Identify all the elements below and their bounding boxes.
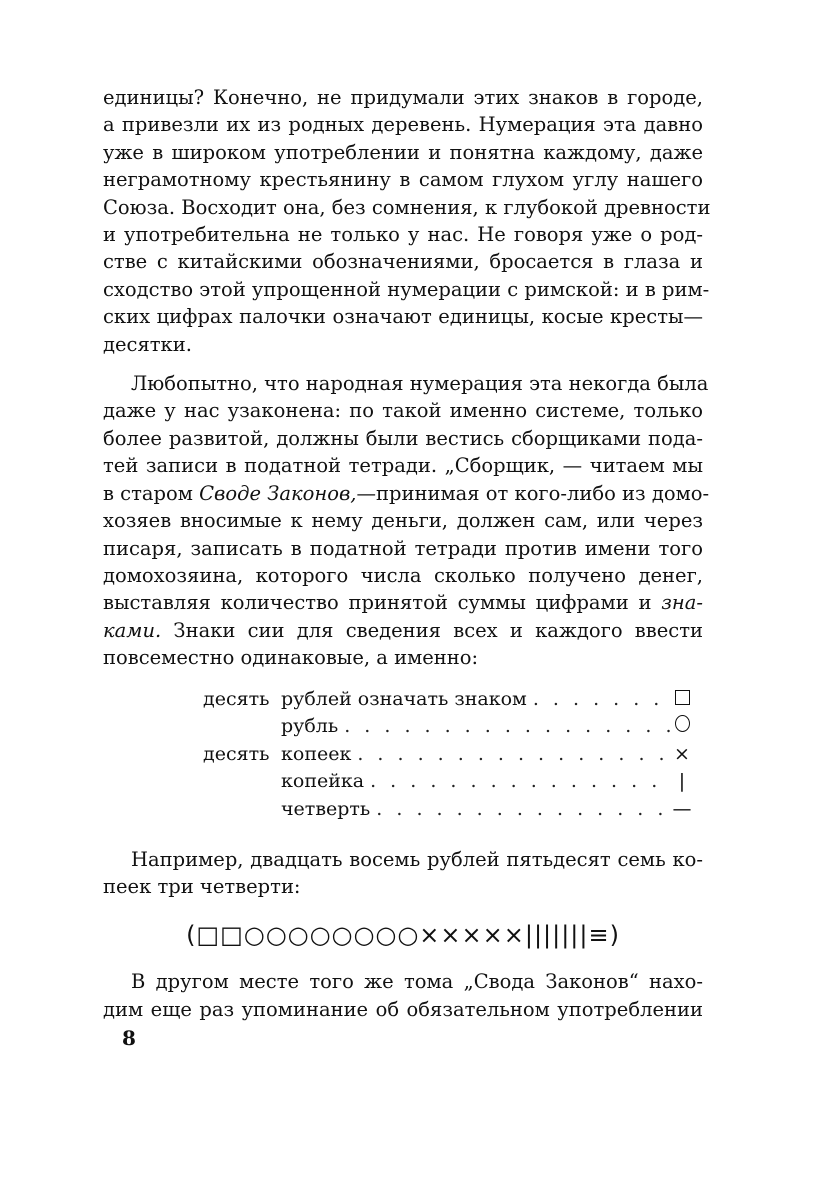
text-line: более развитой, должны были вестись сборщиками пода- (103, 426, 703, 450)
page-body (103, 84, 711, 1023)
text-fragment: Знаки сии для сведения всех и каждого ввести (161, 618, 703, 642)
text-fragment: —принимая от кого-либо из домо- (356, 481, 710, 505)
page-number: 8 (122, 1026, 136, 1050)
paragraph-2 (103, 370, 710, 671)
legend-label: четверть (281, 797, 371, 820)
text-line: сходство этой упрощенной нумерации с римской: и в рим- (103, 277, 710, 301)
cross-sign-icon: × (674, 742, 690, 765)
text-line: пеек три четверти: (103, 874, 301, 898)
text-line: писаря, записать в податной тетради против имени того (103, 536, 703, 560)
legend-prefix: десять (203, 687, 270, 710)
text-line (103, 589, 703, 616)
legend-label: копейка (281, 770, 365, 793)
legend-row (203, 686, 693, 714)
circle-sign-icon (671, 713, 693, 741)
text-line: Любопытно, что народная нумерация эта некогда была (131, 372, 709, 396)
square-sign-icon (671, 686, 693, 714)
italic-fragment: ками. (103, 618, 162, 642)
leader-dots (344, 713, 671, 741)
text-line (103, 617, 703, 644)
text-line: неграмотному крестьянину в самом глухом углу нашего (103, 168, 703, 192)
legend-row (203, 796, 693, 824)
leader-dots (533, 686, 671, 714)
text-line: даже у нас узаконена: по такой именно системе, только (103, 399, 703, 423)
italic-title: Своде Законов, (199, 481, 357, 505)
leader-dots (370, 768, 671, 796)
text-line: дим еще раз упоминание об обязательном употреблении (103, 997, 703, 1021)
leader-dots (376, 796, 671, 824)
text-line: повсеместно одинаковые, а именно: (103, 646, 479, 670)
text-line: уже в широком употреблении и понятна каждому, даже (103, 140, 703, 164)
legend-row (203, 768, 693, 796)
legend-label: рублей означать знаком (281, 687, 527, 710)
signs-legend (203, 686, 693, 824)
legend-label: рубль (281, 715, 339, 738)
text-line: стве с китайскими обозначениями, бросается в глаза и (103, 250, 703, 274)
text-fragment: выставляя количество принятой суммы цифрами и (103, 591, 662, 615)
text-line: хозяев вносимые к нему деньги, должен сам, или через (103, 509, 703, 533)
text-line: Например, двадцать восемь рублей пятьдесят семь ко- (131, 847, 703, 871)
text-line: а привезли их из родных деревень. Нумерация эта давно (103, 113, 703, 137)
legend-label: копеек (281, 742, 352, 765)
stick-sign-icon: | (678, 770, 686, 793)
leader-dots (357, 741, 671, 769)
example-paragraph (103, 846, 703, 901)
text-line (103, 480, 710, 507)
closing-paragraph (103, 968, 703, 1023)
text-line: Союза. Восходит она, без сомнения, к глубокой древности (103, 195, 711, 219)
legend-row (203, 713, 693, 741)
text-line: ских цифрах палочки означают единицы, косые кресты— (103, 305, 703, 329)
dash-sign-icon: — (672, 797, 692, 820)
italic-fragment: зна- (661, 591, 703, 615)
legend-prefix: десять (203, 742, 270, 765)
text-line: единицы? Конечно, не придумали этих знаков в городе, (103, 86, 703, 109)
text-line: домохозяина, которого числа сколько получено денег, (103, 563, 703, 587)
text-line: тей записи в податной тетради. „Сборщик, — читаем мы (103, 454, 703, 478)
legend-row (203, 741, 693, 769)
text-line: В другом месте того же тома „Свода Законов“ нахо- (131, 970, 703, 994)
text-line: и употребительна не только у нас. Не говоря уже о род- (103, 223, 703, 247)
paragraph-1 (103, 84, 711, 358)
text-line: десятки. (103, 332, 192, 356)
tally-record: (□□○○○○○○○○×××××|||||||≡) (186, 921, 620, 950)
text-fragment: в старом (103, 481, 200, 505)
